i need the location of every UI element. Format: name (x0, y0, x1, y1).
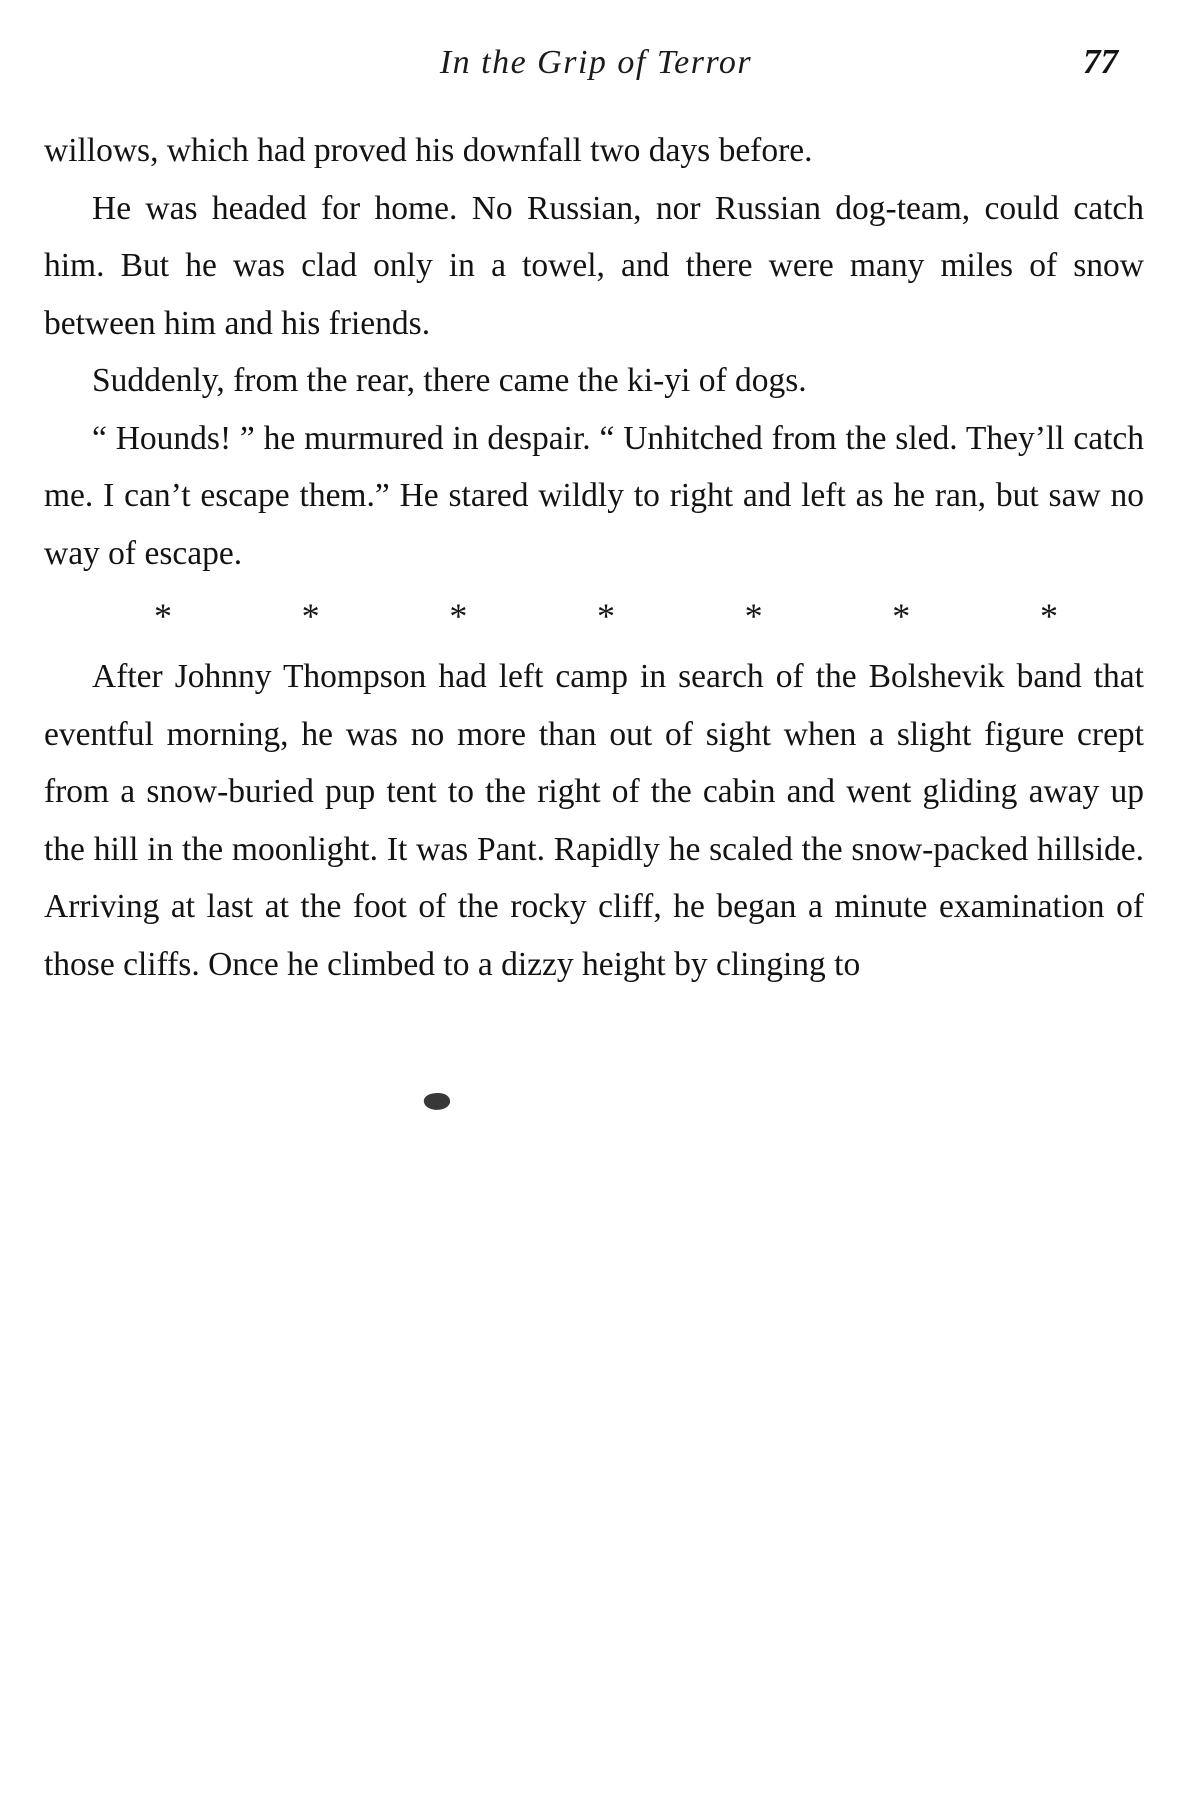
paragraph: Suddenly, from the rear, there came the ki-yi of dogs. (92, 362, 807, 399)
page-number: 77 (1083, 42, 1118, 81)
paragraph: willows, which had proved his downfall two days before. (44, 132, 813, 169)
scene-break-mark: * (154, 596, 172, 636)
paragraph: After Johnny Thompson had left camp in search of the Bolshevik band that eventful morning, he was no more than out of sight when a slight figure crept from a snow-buried pup tent to the right of the cabin and went gliding away up the hill in the moonlight. It was Pant. Rapidly he scaled the snow-packed hillside. Arriving at last at the foot of the rocky cliff, he began a minute examination of those cliffs. Once he climbed to a dizzy height by clinging to (44, 658, 1144, 983)
ink-smudge (423, 1091, 451, 1111)
page-header (56, 44, 1136, 100)
paragraph: He was headed for home. No Russian, nor Russian dog-team, could catch him. But he was clad only in a towel, and there were many miles of snow between him and his friends. (44, 189, 1144, 342)
running-title: In the Grip of Terror (439, 44, 753, 81)
scene-break-mark: * (449, 596, 468, 636)
scene-break-mark: * (744, 596, 763, 636)
scene-break-mark: * (892, 596, 911, 636)
scene-break-mark: * (596, 596, 615, 636)
paragraph: “ Hounds! ” he murmured in despair. “ Unhitched from the sled. They’ll catch me. I can’t escape them.” He stared wildly to right and left as he ran, but saw no way of escape. (44, 419, 1144, 572)
scene-break-mark: * (301, 596, 320, 636)
scene-break (154, 588, 1058, 644)
scene-break-mark: * (1039, 596, 1058, 636)
page-body (44, 122, 1144, 993)
